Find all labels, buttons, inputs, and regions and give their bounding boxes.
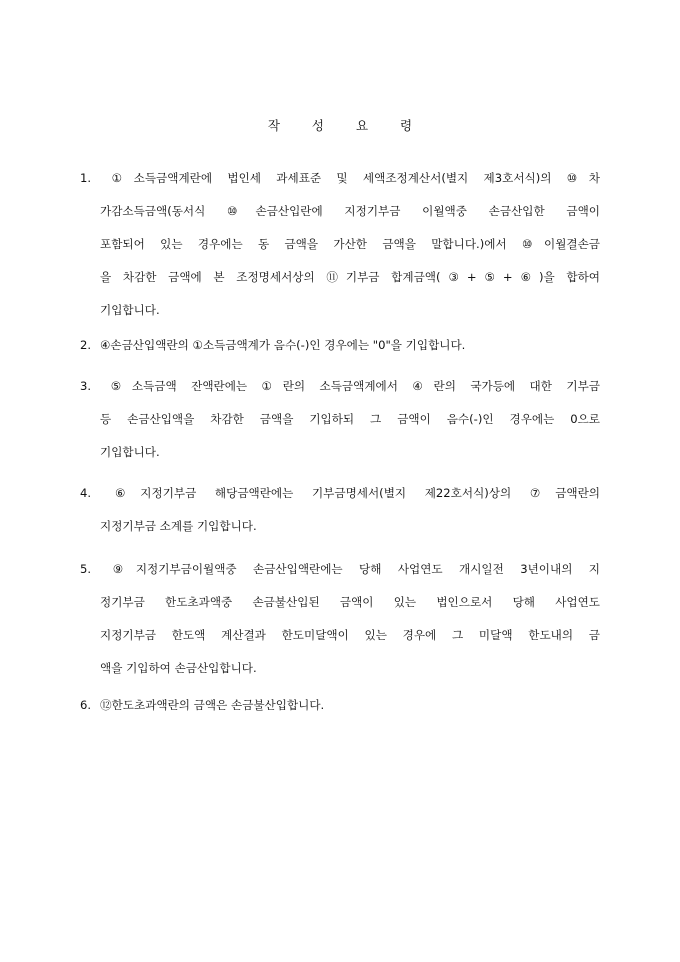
- item-text: ⑥지정기부금 해당금액란에는 기부금명세서(별지 제22호서식)상의 ⑦금액란의: [100, 486, 600, 500]
- item-line: [80, 377, 600, 410]
- item-line: 을 차감한 금액에 본 조정명세서상의 ⑪기부금 합계금액(③+⑤+⑥)을 합하여: [100, 270, 600, 284]
- item-text: ⑤소득금액 잔액란에는 ①란의 소득금액계에서 ④란의 국가등에 대한 기부금: [100, 379, 600, 393]
- item-line: 가감소득금액(동서식 ⑩손금산입란에 지정기부금 이월액중 손금산입한 금액이: [100, 204, 600, 218]
- instruction-item-5: [80, 560, 600, 692]
- item-line: 등 손금산입액을 차감한 금액을 기입하되 그 금액이 음수(-)인 경우에는 0으로: [100, 412, 600, 426]
- item-line: 포함되어 있는 경우에는 동 금액을 가산한 금액을 말합니다.)에서 ⑩이월결손금: [100, 237, 600, 251]
- page-title: [0, 116, 680, 134]
- item-line: 기입합니다.: [100, 445, 160, 459]
- item-line: [80, 696, 600, 729]
- item-line: [80, 169, 600, 202]
- item-text: ①소득금액계란에 법인세 과세표준 및 세액조정계산서(별지 제3호서식)의 ⑩차: [100, 171, 600, 185]
- instruction-item-3: [80, 377, 600, 476]
- item-number: 2.: [80, 338, 92, 352]
- item-line: 정기부금 한도초과액중 손금불산입된 금액이 있는 법인으로서 당해 사업연도: [100, 595, 600, 609]
- instruction-item-6: [80, 696, 600, 729]
- item-number: 1.: [80, 171, 92, 185]
- title-char: 령: [400, 118, 413, 133]
- title-char: 요: [355, 118, 369, 133]
- item-line: 지정기부금 소계를 기입합니다.: [100, 519, 257, 533]
- item-line: 기입합니다.: [100, 303, 160, 317]
- title-char: 성: [311, 118, 324, 133]
- item-number: 5.: [80, 562, 92, 576]
- instruction-item-1: [80, 169, 600, 334]
- item-text: ④손금산입액란의 ①소득금액계가 음수(-)인 경우에는 "0"을 기입합니다.: [100, 338, 466, 352]
- instruction-item-4: [80, 484, 600, 550]
- item-line: [80, 336, 600, 369]
- item-line: [80, 560, 600, 593]
- instruction-item-2: [80, 336, 600, 369]
- item-line: [80, 484, 600, 517]
- item-text: ⑨지정기부금이월액중 손금산입액란에는 당해 사업연도 개시일전 3년이내의 지: [100, 562, 600, 576]
- item-number: 6.: [80, 698, 92, 712]
- item-line: 액을 기입하여 손금산입합니다.: [100, 661, 257, 675]
- item-number: 4.: [80, 486, 92, 500]
- item-text: ⑫한도초과액란의 금액은 손금불산입합니다.: [100, 698, 325, 712]
- item-line: 지정기부금 한도액 계산결과 한도미달액이 있는 경우에 그 미달액 한도내의 금: [100, 628, 600, 642]
- item-number: 3.: [80, 379, 92, 393]
- title-char: 작: [267, 118, 280, 133]
